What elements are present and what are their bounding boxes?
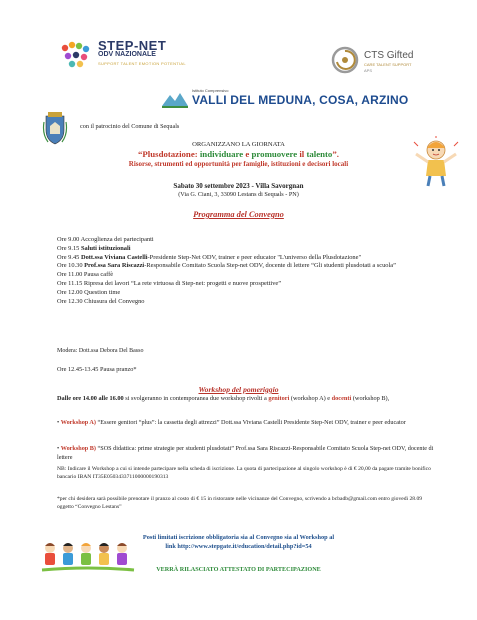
programma-time: Ore 9.45 [57,253,81,261]
programma-text: -Responsabile Comitato Scuola Step-net ODV, docente di lettere “Gli studenti plusdotati a scuola” [144,262,396,270]
workshop-a [57,419,437,428]
school-label: Istituto Comprensivo [192,88,229,93]
workshop-intro-text: (workshop A) e [289,395,332,402]
event-title [0,149,477,159]
cts-subtitle-aps: APS [364,68,373,73]
programma-text: Question time [84,288,121,296]
programma-speaker: Saluti istituzionali [80,244,131,252]
workshop-b-text: “SOS didattica: prime strategie per studenti plusdotati” Prof.ssa Sara Riscazzi-Responsabile Comitato Scuola Step-net ODV, docente di lettere [57,445,434,461]
programma-item [57,298,437,307]
registration-info [0,534,477,551]
programma-time: Ore 11.00 [57,271,84,279]
workshop-a-text: “Essere genitori “plus”: la cassetta degli attrezzi” Dott.ssa Viviana Castelli Presidente Step-Net ODV, trainer e peer educator [95,419,406,426]
workshop-heading: Workshop del pomeriggio [198,385,279,394]
programma-time: Ore 9.00 [57,236,81,243]
programma-list [57,236,437,306]
programma-item [57,262,437,271]
workshop-intro [57,395,437,404]
event-subtitle: Risorse, strumenti ed opportunità per famiglie, istituzioni e decisori locali [128,160,349,168]
programma-text: Chiusura del Convegno [84,297,145,305]
child-illustration [410,136,462,188]
bullet-icon: • [57,445,61,452]
moderator-text: Modera: Dott.ssa Debora Del Basso [57,348,144,354]
workshop-a-label: Workshop A) [60,419,96,426]
event-date: Sabato 30 settembre 2023 - Villa Savorgnan [173,182,304,190]
programma-text: -Presidente Step-Net ODV, trainer e peer educator "L'universo della Plusdotazione" [147,253,362,261]
school-name: VALLI DEL MEDUNA, COSA, ARZINO [192,93,409,107]
programma-time: Ore 12.00 [57,288,85,296]
cts-spiral-icon [330,45,360,75]
stepnet-tagline: SUPPORT TALENT EMOTION POTENTIAL [98,61,186,66]
cts-subtitle: CARE TALENT SUPPORT [364,62,412,67]
programma-item [57,280,437,289]
patrocinio-text: con il patrocinio del Comune di Sequals [80,123,180,130]
stepnet-logo [60,38,210,74]
programma-heading: Programma del Convegno [193,210,284,219]
programma-time: Ore 10.30 [57,262,85,270]
event-title-part: il [299,149,307,159]
event-title-part: promuovere [251,149,300,159]
programma-speaker: Prof.ssa Sara Riscazzi [84,262,145,270]
certificate-notice: VERRÀ RILASCIATO ATTESTATO DI PARTECIPAZIONE [156,566,321,573]
lunch-note: *per chi desidera sarà possibile prenotare il pranzo al costo di € 15 in ristorante nelle vicinanze del Convegno, scrivendo a bcbadb@gmail.com entro giovedì 28.09 oggetto “Convegno Lestans” [57,496,423,510]
nb-note: NB: Indicare il Workshop a cui si intende partecipare nella scheda di iscrizione. La quota di partecipazione al singolo workshop è di € 20,00 da pagare tramite bonifico bancario IBAN IT35E0503433711000000190313 [57,466,431,480]
workshop-intro-text: (workshop B), [351,395,390,402]
programma-time: Ore 9.15 [57,244,81,252]
workshop-target-teachers: docenti [331,395,352,402]
school-mountain-icon [162,90,188,108]
workshop-intro-text: si svolgeranno in contemporanea due workshop rivolti a [123,395,269,402]
programma-time: Ore 12.30 [57,297,85,305]
programma-item [57,245,437,254]
organizzano-text: ORGANIZZANO LA GIORNATA [192,141,285,148]
programma-time: Ore 11.15 [57,279,84,287]
bullet-icon: • [57,419,61,426]
programma-item [57,254,437,263]
programma-text: Ripresa dei lavori “La rete virtuosa di Step-net: progetti e nuove prospettive” [83,279,282,287]
stepnet-dots-icon [60,40,94,70]
programma-item [57,271,437,280]
event-title-part: talento [306,149,333,159]
programma-item [57,236,437,245]
event-title-part: “Plusdotazione: [138,149,200,159]
workshop-b [57,445,437,462]
cts-title: CTS Gifted [364,50,414,61]
registration-line: Posti limitati iscrizione obbligatoria sia al Convegno sia al Workshop al [142,534,335,541]
programma-text: Accoglienza dei partecipanti [80,236,154,243]
cts-gifted-logo [330,45,440,79]
event-title-part: individuare [199,149,246,159]
registration-link[interactable]: link http://www.stepgate.it/education/detail.php?id=54 [165,542,312,550]
stepnet-title: STEP-NET [98,38,167,53]
programma-speaker: Dott.ssa Viviana Castelli [80,253,148,261]
workshop-time: Dalle ore 14.00 alle 16.00 [57,395,124,402]
workshop-b-label: Workshop B) [60,445,96,452]
school-logo [160,88,409,110]
workshop-target-parents: genitori [268,395,290,402]
event-title-part: e [245,149,252,159]
stepnet-subtitle: ODV NAZIONALE [98,51,156,58]
event-title-part: ”. [332,149,339,159]
lunch-break-text: Ore 12.45-13.45 Pausa pranzo* [57,366,137,373]
programma-item [57,289,437,298]
programma-text: Pausa caffè [83,271,114,279]
event-address: (Via G. Ciani, 3, 33090 Lestans di Sequals - PN) [178,191,299,198]
